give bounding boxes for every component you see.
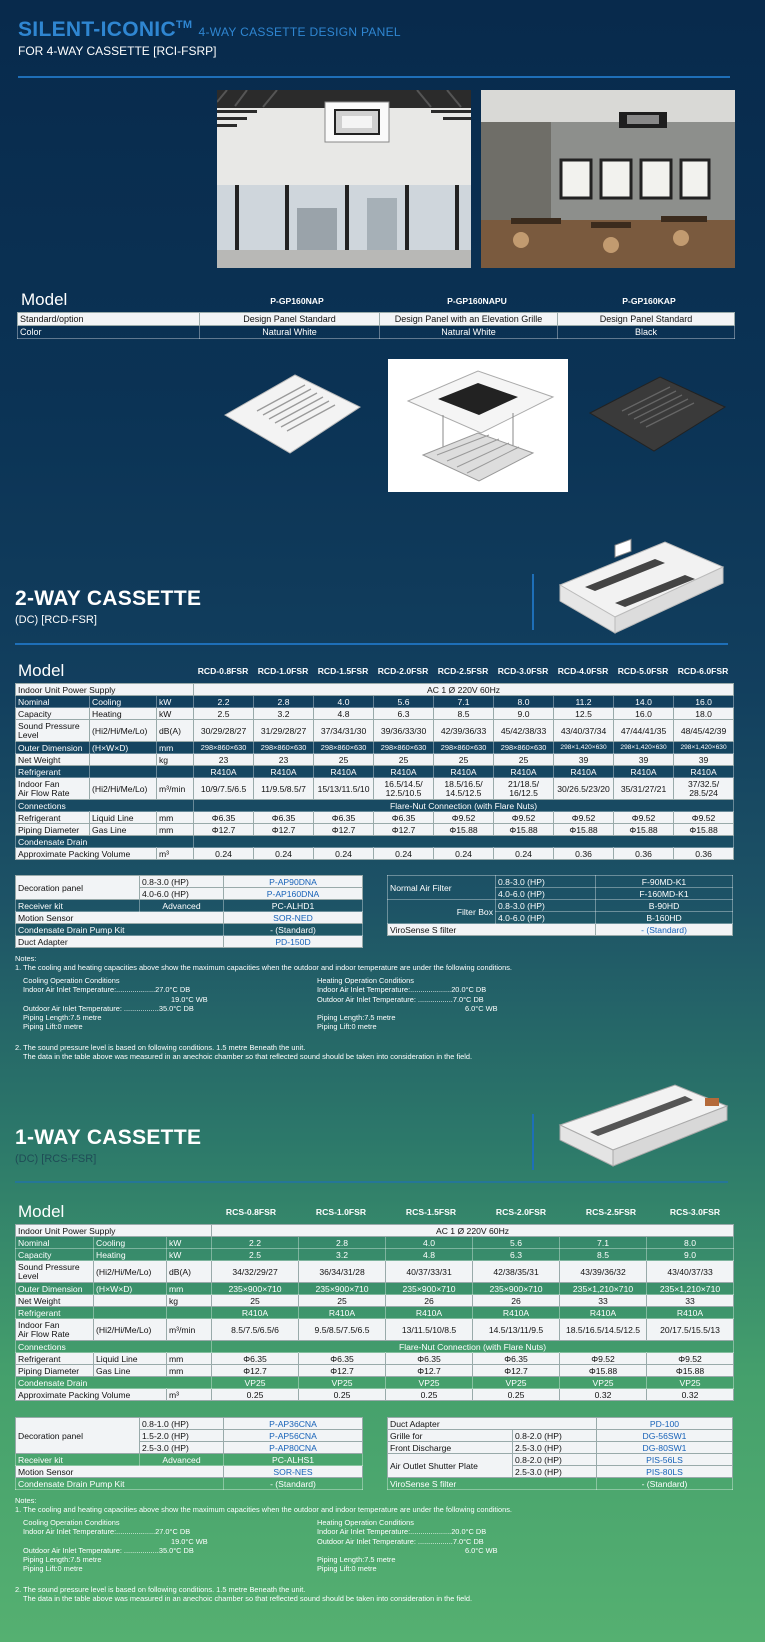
cooling-conditions: Cooling Operation Conditions Indoor Air Inlet Temperature:...................27.0°C DB 19.0°C WB Outdoor Air Inlet Temperature: .................35.0°C DB Piping Length:7.5 metre Piping Lift:0 metre <box>23 976 208 1032</box>
two-way-notes: Notes: 1. The cooling and heating capacities above show the maximum capacities when the outdoor and indoor temperature are under the following conditions. <box>15 954 512 973</box>
panel-spec-table <box>17 312 735 339</box>
one-way-accessory-left <box>15 1417 363 1490</box>
one-way-title: 1-WAY CASSETTE <box>15 1126 202 1149</box>
panel-model-3: P-GP160KAP <box>622 296 676 306</box>
divider <box>532 1114 534 1170</box>
table-row: Sound Pressure Level (Hi2/Hi/Me/Lo) dB(A) 30/29/28/27 31/29/28/27 37/34/31/30 39/36/33/30 42/39/36/33 45/42/38/33 43/40/37/34 47/44/41/35 48/45/42/39 <box>16 720 734 742</box>
panel-image-elevation <box>388 359 568 492</box>
table-row: Duct Adapter PD-150D <box>16 936 363 948</box>
table-row: 2.5-3.0 (HP) PIS-80LS <box>388 1466 733 1478</box>
table-row: 4.0-6.0 (HP) B-160HD <box>388 912 733 924</box>
table-row: Duct Adapter PD-100 <box>388 1418 733 1430</box>
table-row: Normal Air Filter 0.8-3.0 (HP) F-90MD-K1 <box>388 876 733 888</box>
restaurant-photo <box>481 90 735 268</box>
table-row: Net Weight kg 23 23 25 25 25 25 39 39 39 <box>16 754 734 766</box>
table-row: Approximate Packing Volume m³ 0.24 0.24 0.24 0.24 0.24 0.24 0.36 0.36 0.36 <box>16 848 734 860</box>
one-way-spec-table <box>15 1224 734 1401</box>
table-row: Indoor Fan Air Flow Rate (Hi2/Hi/Me/Lo) m³/min 10/9/7.5/6.5 11/9.5/8.5/7 15/13/11.5/10 16.5/14.5/ 12.5/10.5 18.5/16.5/ 14.5/12.5 21/18.5/ 16/12.5 30/26.5/23/20 35/31/27/21 37/32.5/ 28.5/24 <box>16 778 734 800</box>
table-row: Decoration panel 0.8-1.0 (HP) P-AP36CNA <box>16 1418 363 1430</box>
table-row: Front Discharge 2.5-3.0 (HP) DG-80SW1 <box>388 1442 733 1454</box>
office-photo <box>217 90 471 268</box>
table-row: ViroSense S filter - (Standard) <box>388 1478 733 1490</box>
table-row: Outer Dimension (H×W×D) mm 235×900×710 235×900×710 235×900×710 235×900×710 235×1,210×710 235×1,210×710 <box>16 1283 734 1295</box>
table-row: Condensate Drain <box>16 836 734 848</box>
panel-model-2: P-GP160NAPU <box>447 296 507 306</box>
table-row: Piping Diameter Gas Line mm Φ12.7 Φ12.7 Φ12.7 Φ12.7 Φ15.88 Φ15.88 <box>16 1365 734 1377</box>
table-row: 4.0-6.0 (HP) P-AP160DNA <box>16 888 363 900</box>
divider <box>532 574 534 630</box>
two-way-subtitle: (DC) [RCD-FSR] <box>15 614 97 626</box>
one-way-model-label: Model <box>18 1202 65 1221</box>
one-way-model-header: RCS-0.8FSR RCS-1.0FSR RCS-1.5FSR RCS-2.0FSR RCS-2.5FSR RCS-3.0FSR <box>225 1207 721 1217</box>
panel-model-label: Model <box>21 290 68 309</box>
panel-image-white <box>215 365 367 457</box>
two-way-title: 2-WAY CASSETTE <box>15 587 202 610</box>
table-row: 1.5-2.0 (HP) P-AP56CNA <box>16 1430 363 1442</box>
table-row: ViroSense S filter - (Standard) <box>388 924 733 936</box>
table-row: Motion Sensor SOR-NES <box>16 1466 363 1478</box>
one-way-accessory-right <box>387 1417 733 1490</box>
two-way-spec-table <box>15 683 734 860</box>
one-way-sound-note: 2. The sound pressure level is based on following conditions. 1.5 metre Beneath the unit. The data in the table above was measured in an anechoic chamber so that reflected sound should be taken into consideration in the field. <box>15 1585 473 1604</box>
panel-model-1: P-GP160NAP <box>270 296 324 306</box>
table-row: Condensate Drain Pump Kit - (Standard) <box>16 1478 363 1490</box>
table-row: Indoor Unit Power Supply AC 1 Ø 220V 60Hz <box>16 684 734 696</box>
divider <box>18 76 730 78</box>
table-row: Nominal Cooling kW 2.2 2.8 4.0 5.6 7.1 8.0 11.2 14.0 16.0 <box>16 696 734 708</box>
table-row: Condensate Drain Pump Kit - (Standard) <box>16 924 363 936</box>
table-row: Condensate Drain VP25 VP25 VP25 VP25 VP25 VP25 <box>16 1377 734 1389</box>
one-way-cooling-conditions: Cooling Operation Conditions Indoor Air Inlet Temperature:...................27.0°C DB 19.0°C WB Outdoor Air Inlet Temperature: .................35.0°C DB Piping Length:7.5 metre Piping Lift:0 metre <box>23 1518 208 1574</box>
table-row: Refrigerant Liquid Line mm Φ6.35 Φ6.35 Φ6.35 Φ6.35 Φ9.52 Φ9.52 <box>16 1353 734 1365</box>
table-row: Motion Sensor SOR-NED <box>16 912 363 924</box>
table-row: Indoor Unit Power Supply AC 1 Ø 220V 60Hz <box>16 1225 734 1237</box>
table-row: Net Weight kg 25 25 26 26 33 33 <box>16 1295 734 1307</box>
table-row: Filter Box 0.8-3.0 (HP) B-90HD <box>388 900 733 912</box>
one-way-subtitle: (DC) [RCS-FSR] <box>15 1153 97 1165</box>
page-subtitle: FOR 4-WAY CASSETTE [RCI-FSRP] <box>18 44 217 58</box>
two-way-model-label: Model <box>18 661 65 680</box>
table-row: Approximate Packing Volume m³ 0.25 0.25 0.25 0.25 0.32 0.32 <box>16 1389 734 1401</box>
table-row: Refrigerant R410A R410A R410A R410A R410A R410A R410A R410A R410A <box>16 766 734 778</box>
table-row: Refrigerant Liquid Line mm Φ6.35 Φ6.35 Φ6.35 Φ6.35 Φ9.52 Φ9.52 Φ9.52 Φ9.52 Φ9.52 <box>16 812 734 824</box>
table-row: 2.5-3.0 (HP) P-AP80CNA <box>16 1442 363 1454</box>
table-row: Color Natural White Natural White Black <box>18 326 735 339</box>
one-way-unit-image <box>555 1080 730 1175</box>
table-row: Outer Dimension (H×W×D) mm 298×860×630 298×860×630 298×860×630 298×860×630 298×860×630 298×860×630 298×1,420×630 298×1,420×630 298×1,420×630 <box>16 742 734 754</box>
two-way-model-header: RCD-0.8FSR RCD-1.0FSR RCD-1.5FSR RCD-2.0FSR RCD-2.5FSR RCD-3.0FSR RCD-4.0FSR RCD-5.0FSR RCD-6.0FSR <box>197 666 729 676</box>
table-row: Decoration panel 0.8-3.0 (HP) P-AP90DNA <box>16 876 363 888</box>
divider <box>15 1181 728 1183</box>
heating-conditions: Heating Operation Conditions Indoor Air Inlet Temperature:....................20.0°C DB Outdoor Air Inlet Temperature: .................7.0°C DB 6.0°C WB Piping Length:7.5 metre Piping Lift:0 metre <box>317 976 498 1032</box>
table-row: Standard/option Design Panel Standard Design Panel with an Elevation Grille Design Panel Standard <box>18 313 735 326</box>
table-row: Refrigerant R410A R410A R410A R410A R410A R410A <box>16 1307 734 1319</box>
sound-note: 2. The sound pressure level is based on following conditions. 1.5 metre Beneath the unit. The data in the table above was measured in an anechoic chamber so that reflected sound should be taken into consideration in the field. <box>15 1043 473 1062</box>
table-row: Receiver kit Advanced PC-ALHD1 <box>16 900 363 912</box>
table-row: Grille for 0.8-2.0 (HP) DG-56SW1 <box>388 1430 733 1442</box>
table-row: Connections Flare-Nut Connection (with Flare Nuts) <box>16 800 734 812</box>
page-title: SILENT-ICONIC™ 4-WAY CASSETTE DESIGN PANEL <box>18 18 401 41</box>
table-row: Piping Diameter Gas Line mm Φ12.7 Φ12.7 Φ12.7 Φ12.7 Φ15.88 Φ15.88 Φ15.88 Φ15.88 Φ15.88 <box>16 824 734 836</box>
table-row: Capacity Heating kW 2.5 3.2 4.8 6.3 8.5 9.0 12.5 16.0 18.0 <box>16 708 734 720</box>
table-row: 4.0-6.0 (HP) F-160MD-K1 <box>388 888 733 900</box>
panel-image-black <box>580 365 732 457</box>
two-way-accessory-left <box>15 875 363 948</box>
table-row: Indoor Fan Air Flow Rate (Hi2/Hi/Me/Lo) m³/min 8.5/7.5/6.5/6 9.5/8.5/7.5/6.5 13/11.5/10/8.5 14.5/13/11/9.5 18.5/16.5/14.5/12.5 20/17.5/15.5/13 <box>16 1319 734 1341</box>
two-way-accessory-right <box>387 875 733 936</box>
table-row: Nominal Cooling kW 2.2 2.8 4.0 5.6 7.1 8.0 <box>16 1237 734 1249</box>
divider <box>15 643 728 645</box>
table-row: Sound Pressure Level (Hi2/Hi/Me/Lo) dB(A) 34/32/29/27 36/34/31/28 40/37/33/31 42/38/35/31 43/39/36/32 43/40/37/33 <box>16 1261 734 1283</box>
table-row: Receiver kit Advanced PC-ALHS1 <box>16 1454 363 1466</box>
table-row: Air Outlet Shutter Plate 0.8-2.0 (HP) PIS-56LS <box>388 1454 733 1466</box>
one-way-notes: Notes: 1. The cooling and heating capacities above show the maximum capacities when the outdoor and indoor temperature are under the following conditions. <box>15 1496 512 1515</box>
table-row: Capacity Heating kW 2.5 3.2 4.8 6.3 8.5 9.0 <box>16 1249 734 1261</box>
two-way-unit-image <box>555 537 725 637</box>
one-way-heating-conditions: Heating Operation Conditions Indoor Air Inlet Temperature:....................20.0°C DB Outdoor Air Inlet Temperature: .................7.0°C DB 6.0°C WB Piping Length:7.5 metre Piping Lift:0 metre <box>317 1518 498 1574</box>
table-row: Connections Flare-Nut Connection (with Flare Nuts) <box>16 1341 734 1353</box>
